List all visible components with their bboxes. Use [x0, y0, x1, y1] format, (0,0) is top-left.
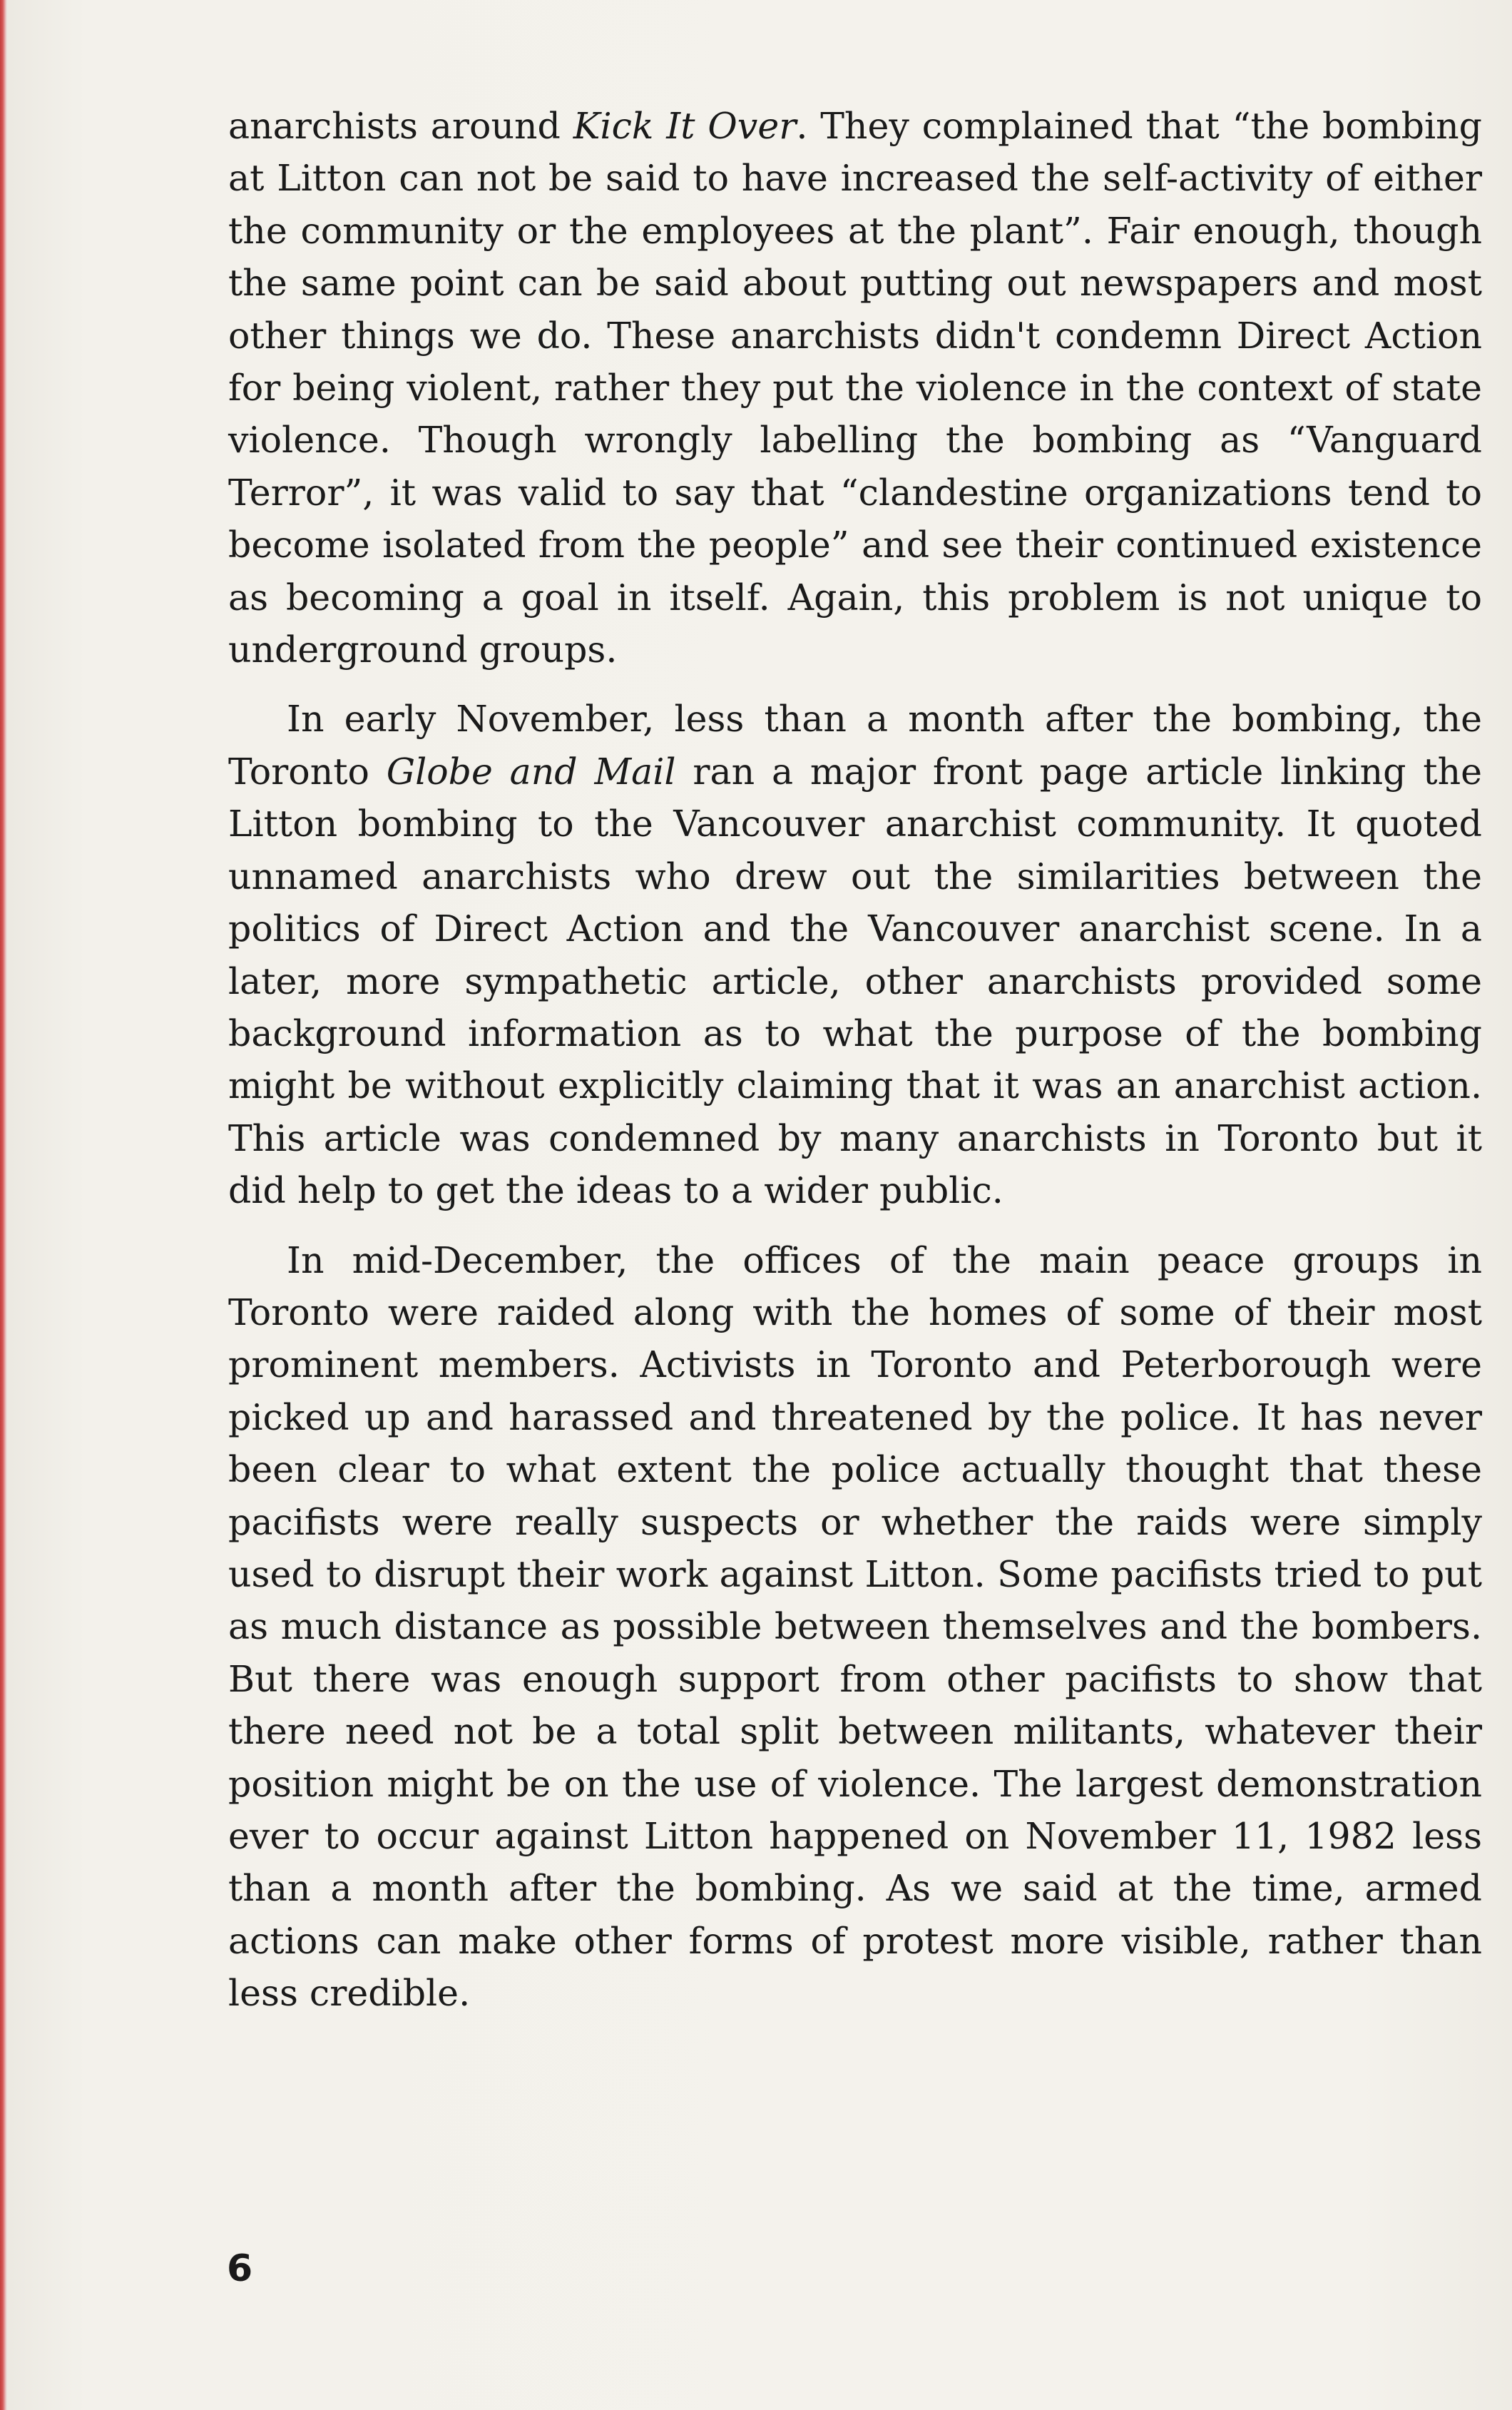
newspaper-title-globe-and-mail: Globe and Mail: [386, 750, 676, 793]
page-number: 6: [227, 2247, 253, 2290]
paragraph-1: [228, 100, 1482, 676]
paragraph-text: . They complained that “the bombing at Litton can not be said to have increased the self-activity of either the community or the employees at the plant”. Fair enough, though the same point can be said about putting out newspapers and most other things we do. These anarchists didn't condemn Direct Action for being violent, rather they put the violence in the context of state violence. Though wrongly labelling the bombing as “Vanguard Terror”, it was valid to say that “clandestine organizations tend to become isolated from the people” and see their continued existence as becoming a goal in itself. Again, this problem is not unique to underground groups.: [228, 105, 1482, 671]
paragraph-text: In early November, less than a month after the bombing, the Toronto: [228, 698, 1482, 793]
paragraph-2: [228, 693, 1482, 1216]
magazine-title-kick-it-over: Kick It Over: [573, 105, 797, 147]
paragraph-3: [228, 1234, 1482, 2020]
body-text: [228, 100, 1482, 2037]
paragraph-text: ran a major front page article linking the Litton bombing to the Vancouver anarchist community. It quoted unnamed anarchists who drew out the similarities between the politics of Direct Action and the Vancouver anarchist scene. In a later, more sympathetic article, other anarchists provided some background information as to what the purpose of the bombing might be without explicitly claiming that it was an anarchist action. This article was condemned by many anarchists in Toronto but it did help to get the ideas to a wider public.: [228, 750, 1483, 1212]
paragraph-text: In mid-December, the offices of the main peace groups in Toronto were raided along with the homes of some of their most prominent members. Activists in Toronto and Peterborough were picked up and harassed and threatened by the police. It has never been clear to what extent the police actually thought that these pacifists were really suspects or whether the raids were simply used to disrupt their work against Litton. Some pacifists tried to put as much distance as possible between themselves and the bombers. But there was enough support from other pacifists to show that there need not be a total split between militants, whatever their position might be on the use of violence. The largest demonstration ever to occur against Litton happened on November 11, 1982 less than a month after the bombing. As we said at the time, armed actions can make other forms of protest more visible, rather than less credible.: [228, 1239, 1482, 2015]
paragraph-text: anarchists around: [228, 105, 573, 147]
page-edge-red-stripe: [0, 0, 7, 2410]
